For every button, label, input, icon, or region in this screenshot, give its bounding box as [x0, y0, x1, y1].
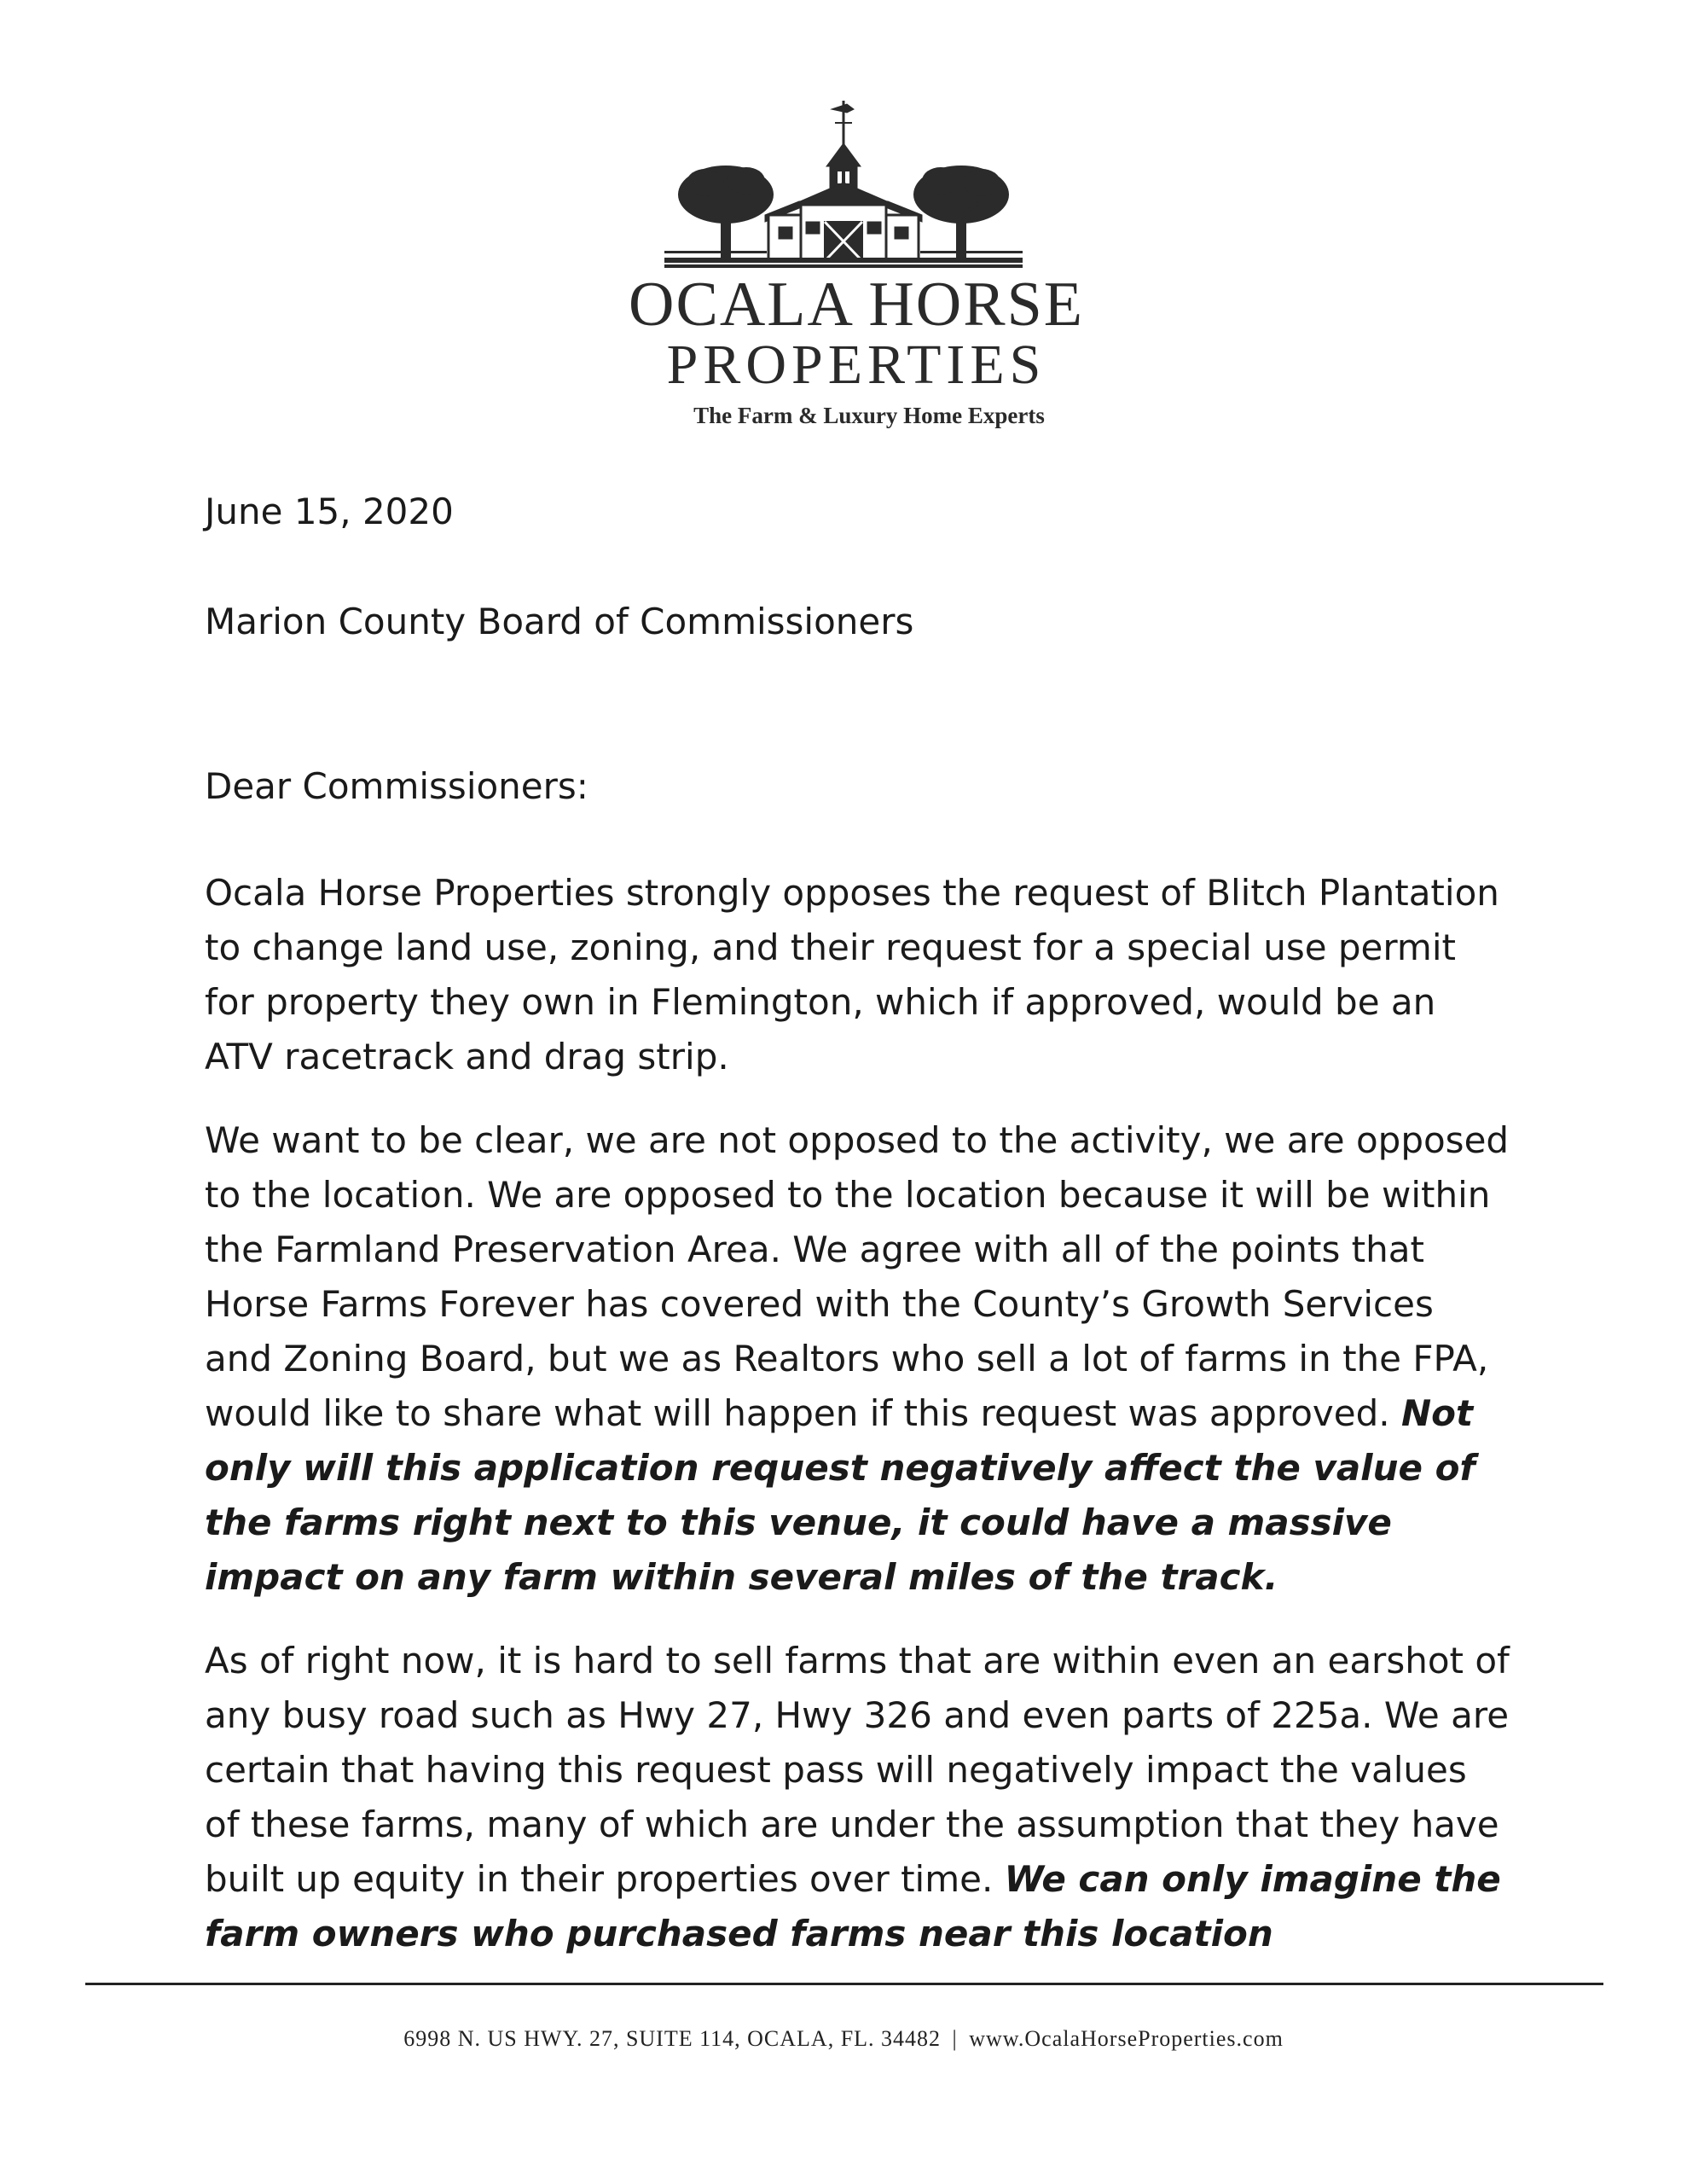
letterhead — [0, 94, 1687, 429]
barn-and-trees-logo-icon — [664, 94, 1023, 273]
footer-separator: | — [952, 2026, 958, 2051]
letter-paragraph-1: Ocala Horse Properties strongly opposes the request of Blitch Plantation to change land use, zoning, and their request for a special use permit for property they own in Flemington, which if approved, would be an ATV racetrack and drag strip. — [205, 872, 1499, 1077]
paragraph-2-emphasis: Not only will this application request negatively affect the value of the farms right next to this venue, it could have a massive impact on any farm within several miles of the track. — [205, 1392, 1475, 1598]
letter-paragraph-2 — [205, 1113, 1510, 1605]
paragraph-3-text: As of right now, it is hard to sell farms that are within even an earshot of any busy road such as Hwy 27, Hwy 326 and even parts of 225a. We are certain that having this request pass will negatively impact the values of these farms, many of which are under the assumption that they have built up equity in their properties over time. — [205, 1640, 1510, 1900]
brand-name-line2: PROPERTIES — [666, 334, 1046, 396]
footer-divider — [85, 1983, 1603, 1985]
brand-tagline: The Farm & Luxury Home Experts — [693, 403, 1045, 428]
footer-address: 6998 N. US HWY. 27, SUITE 114, OCALA, FL. 34482 — [403, 2026, 942, 2051]
letter-recipient: Marion County Board of Commissioners — [205, 601, 914, 642]
letter-salutation: Dear Commissioners: — [205, 765, 588, 807]
brand-name-line1: OCALA HORSE — [629, 270, 1084, 340]
letter-date: June 15, 2020 — [205, 491, 454, 532]
letter-paragraph-3 — [205, 1634, 1510, 1961]
footer — [0, 2026, 1687, 2052]
paragraph-3-emphasis: We can only imagine the farm owners who purchased farms near this location — [205, 1858, 1501, 1955]
footer-website-link[interactable]: www.OcalaHorseProperties.com — [969, 2026, 1284, 2051]
paragraph-2-text: We want to be clear, we are not opposed to the activity, we are opposed to the location. We are opposed to the location because it will be within the Farmland Preservation Area. We agree with all of the points that Horse Farms Forever has covered with the County’s Growth Services and Zoning Board, but we as Realtors who sell a lot of farms in the FPA, would like to share what will happen if this request was approved. — [205, 1119, 1510, 1434]
